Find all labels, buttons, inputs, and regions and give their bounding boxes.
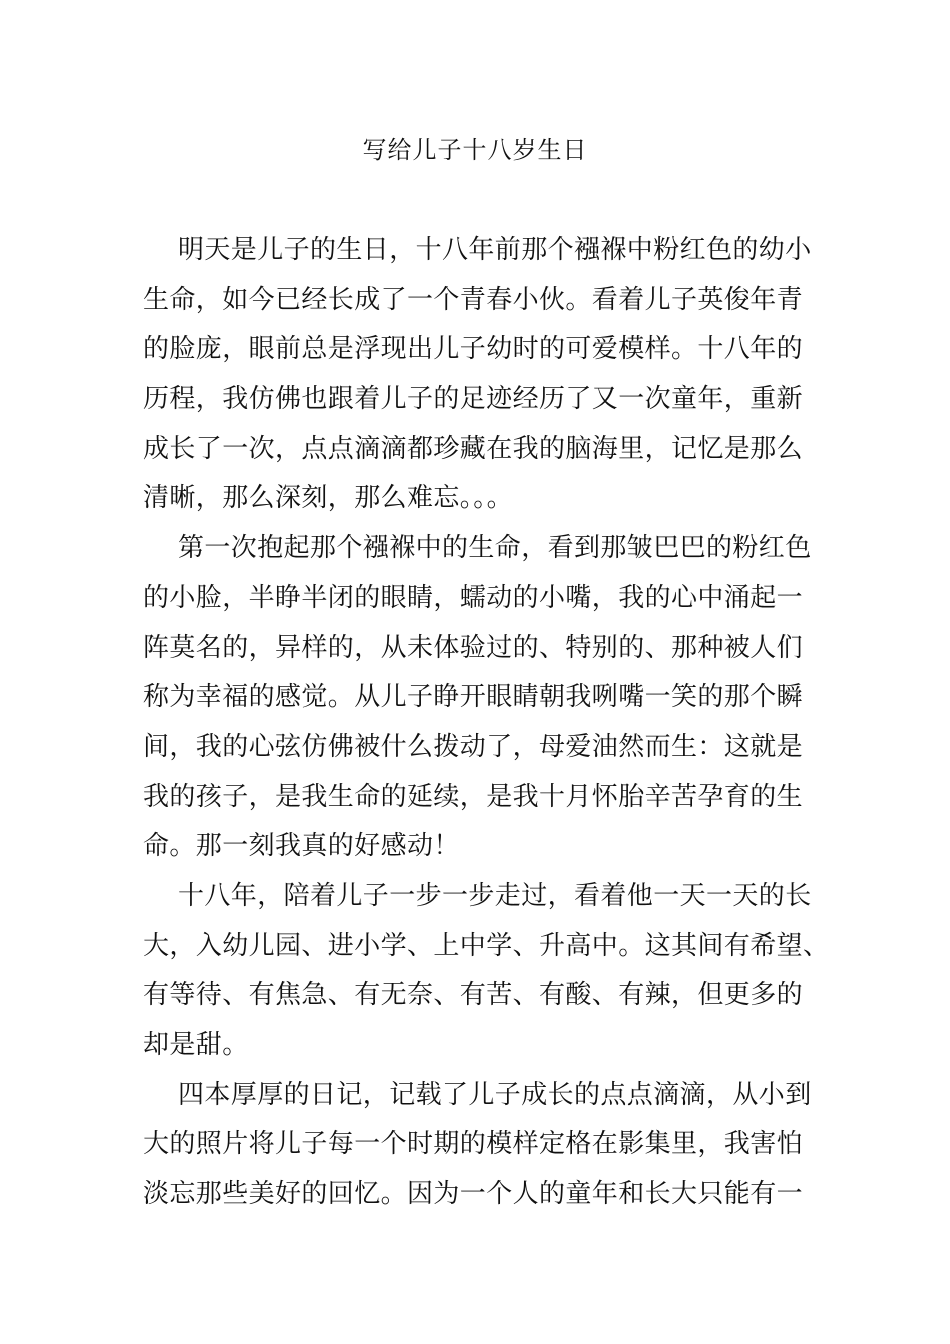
text-line: 淡忘那些美好的回忆。因为一个人的童年和长大只能有一 — [143, 1179, 804, 1210]
text-line: 却是甜。 — [143, 1030, 249, 1060]
text-line: 命。那一刻我真的好感动！ — [143, 831, 460, 862]
text-line: 我的孩子，是我生命的延续，是我十月怀胎辛苦孕育的生 — [143, 781, 804, 812]
text-line: 第一次抱起那个襁褓中的生命，看到那皱巴巴的粉红色 — [178, 533, 812, 564]
document-body — [143, 226, 830, 1220]
text-line: 成长了一次，点点滴滴都珍藏在我的脑海里，记忆是那么 — [143, 433, 804, 464]
text-line: 十八年，陪着儿子一步一步走过，看着他一天一天的长 — [178, 880, 812, 911]
text-line: 清晰，那么深刻，那么难忘。。。 — [143, 483, 514, 514]
text-line: 的脸庞，眼前总是浮现出儿子幼时的可爱模样。十八年的 — [143, 334, 804, 365]
text-line: 四本厚厚的日记，记载了儿子成长的点点滴滴，从小到 — [178, 1079, 812, 1110]
text-line: 大的照片将儿子每一个时期的模样定格在影集里，我害怕 — [143, 1129, 804, 1160]
text-line: 有等待、有焦急、有无奈、有苦、有酸、有辣，但更多的 — [143, 980, 804, 1011]
text-line: 阵莫名的，异样的，从未体验过的、特别的、那种被人们 — [143, 632, 804, 663]
text-line: 明天是儿子的生日，十八年前那个襁褓中粉红色的幼小 — [178, 235, 812, 265]
text-line: 生命，如今已经长成了一个青春小伙。看着儿子英俊年青 — [143, 284, 804, 315]
text-line: 称为幸福的感觉。从儿子睁开眼睛朝我咧嘴一笑的那个瞬 — [143, 682, 804, 713]
text-line: 的小脸，半睁半闭的眼睛，蠕动的小嘴，我的心中涌起一 — [143, 582, 804, 613]
text-line: 历程，我仿佛也跟着儿子的足迹经历了又一次童年，重新 — [143, 384, 804, 415]
text-line: 大，入幼儿园、进小学、上中学、升高中。这其间有希望、 — [143, 930, 830, 961]
document-title: 写给儿子十八岁生日 — [362, 136, 588, 164]
text-line: 间，我的心弦仿佛被什么拨动了，母爱油然而生：这就是 — [143, 731, 804, 762]
